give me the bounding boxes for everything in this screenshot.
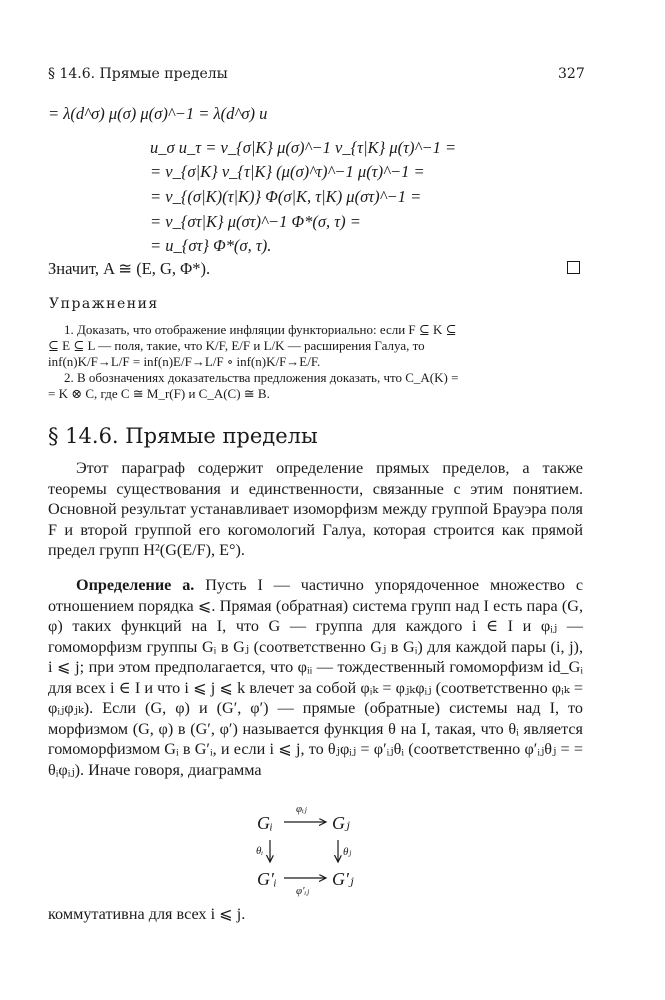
intro-text: Этот параграф содержит определение прямых пределов, а также теоремы существования и единственности, связанные с этим понятием. Основной результат устанавливает изоморфизм между группой Брауэра поля F и второй группой его когомологий Галуа, которая строится как прямой предел групп H²(G(E/F), E°). bbox=[48, 459, 583, 559]
diagram-top-arrow-label: φᵢⱼ bbox=[296, 803, 307, 815]
diagram-bottom-left: G′ᵢ bbox=[257, 869, 277, 889]
definition-paragraph bbox=[48, 575, 583, 780]
equation-line-3: = v_{σ|K} v_{τ|K} (μ(σ)^τ)^−1 μ(τ)^−1 = bbox=[150, 162, 425, 181]
diagram-top-left: Gᵢ bbox=[257, 813, 273, 833]
equation-line-4: = v_{(σ|K)(τ|K)} Φ(σ|K, τ|K) μ(στ)^−1 = bbox=[150, 187, 422, 206]
exercise-line-4: 2. В обозначениях доказательства предложения доказать, что C_A(K) = bbox=[64, 370, 459, 385]
exercise-line-1: 1. Доказать, что отображение инфляции функториально: если F ⊆ K ⊆ bbox=[64, 322, 457, 337]
diagram-right-arrow-label: θⱼ bbox=[343, 846, 352, 858]
diagram-top-right: Gⱼ bbox=[332, 813, 350, 833]
end-of-proof-square bbox=[567, 261, 580, 274]
diagram-bottom-arrow-label: φ′ᵢⱼ bbox=[296, 885, 310, 897]
definition-label: Определение а. bbox=[76, 576, 195, 594]
equation-line-5: = v_{στ|K} μ(στ)^−1 Φ*(σ, τ) = bbox=[150, 212, 361, 231]
equation-line-2: u_σ u_τ = v_{σ|K} μ(σ)^−1 v_{τ|K} μ(τ)^−1 = bbox=[150, 138, 457, 157]
exercise-line-3: inf(n)K/F→L/F = inf(n)E/F→L/F ∘ inf(n)K/F→E/F. bbox=[48, 354, 321, 369]
diagram-left-arrow-label: θᵢ bbox=[256, 845, 264, 857]
conclusion-line: Значит, A ≅ (E, G, Φ*). bbox=[48, 259, 211, 278]
diagram-bottom-right: G′ⱼ bbox=[332, 869, 354, 889]
equation-line-6: = u_{στ} Φ*(σ, τ). bbox=[150, 236, 272, 255]
closing-line: коммутативна для всех i ⩽ j. bbox=[48, 905, 246, 923]
exercise-line-2: ⊆ E ⊆ L — поля, такие, что K/F, E/F и L/K — расширения Галуа, то bbox=[48, 338, 425, 353]
definition-text: Пусть I — частично упорядоченное множество с отношением порядка ⩽. Прямая (обратная) система групп над I есть пара (G, φ) таких функций на I, что G — группа для каждого i ∈ I и φᵢⱼ — гомоморфизм группы Gᵢ в Gⱼ (соответственно Gⱼ в Gᵢ) для каждой пары (i, j), i ⩽ j; при этом предполагается, что φᵢᵢ — тождественный гомоморфизм id_Gᵢ для всех i ∈ I и что i ⩽ j ⩽ k влечет за собой φᵢₖ = φⱼₖφᵢⱼ (соответственно φᵢₖ = φᵢⱼφⱼₖ). Если (G, φ) и (G′, φ′) — прямые (обратные) системы над I, то морфизмом (G, φ) в (G′, φ′) называется функция θ на I, такая, что θᵢ является гомоморфизмом Gᵢ в G′ᵢ, и если i ⩽ j, то θⱼφᵢⱼ = φ′ᵢⱼθᵢ (соответственно φ′ᵢⱼθⱼ = = θᵢφᵢⱼ). Иначе говоря, диаграмма bbox=[48, 576, 584, 779]
intro-paragraph bbox=[48, 458, 583, 561]
running-header: § 14.6. Прямые пределы bbox=[48, 66, 228, 82]
exercises-heading: Упражнения bbox=[49, 296, 159, 312]
exercise-line-5: = K ⊗ C, где C ≅ M_r(F) и C_A(C) ≅ B. bbox=[48, 386, 270, 401]
page-number: 327 bbox=[558, 66, 585, 82]
section-title: § 14.6. Прямые пределы bbox=[48, 424, 318, 448]
equation-line-1: = λ(d^σ) μ(σ) μ(σ)^−1 = λ(d^σ) и bbox=[48, 104, 268, 123]
